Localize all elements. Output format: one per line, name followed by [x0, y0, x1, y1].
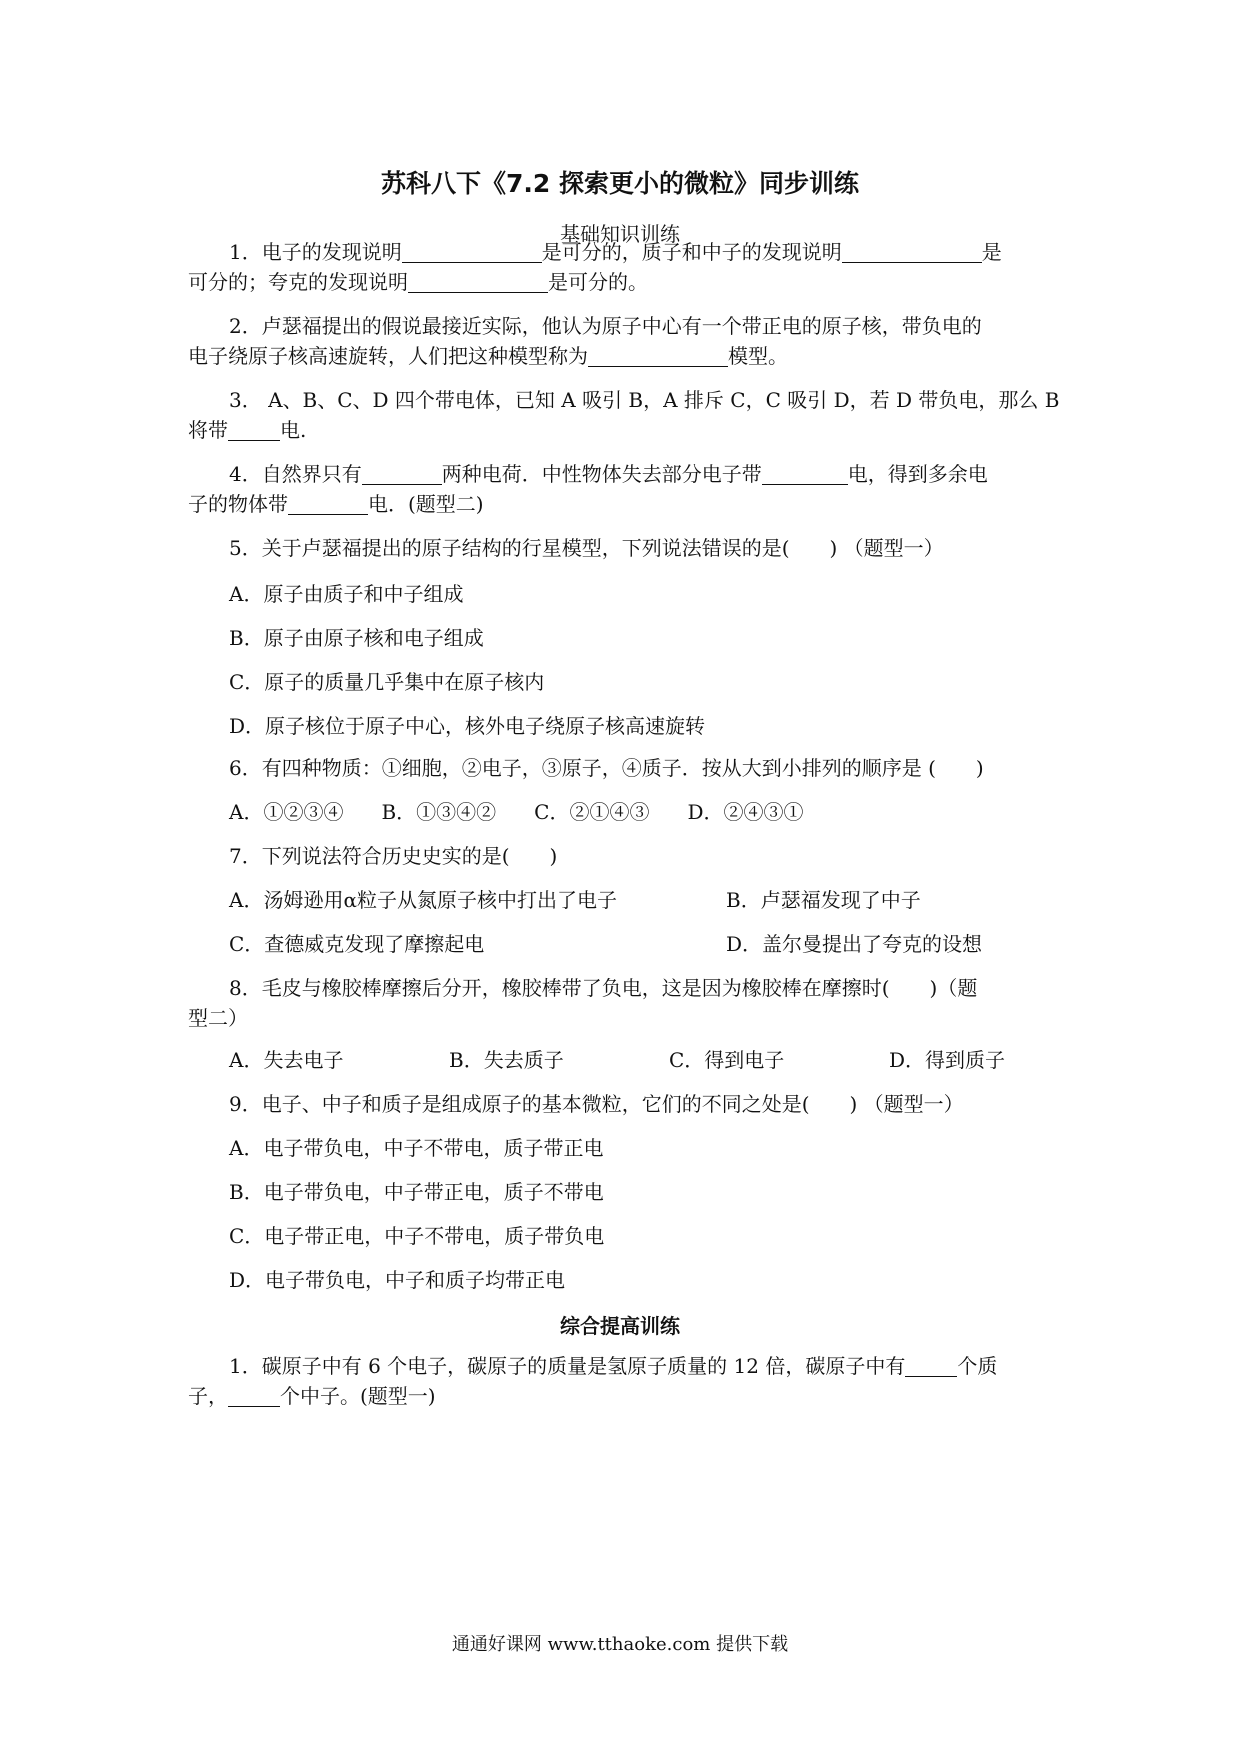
- section-heading-basic: 基础知识训练: [560, 222, 680, 246]
- question-7-option-d[interactable]: D．盖尔曼提出了夸克的设想: [726, 932, 983, 956]
- answer-blank[interactable]: [762, 464, 848, 485]
- question-9-option-d[interactable]: D．电子带负电，中子和质子均带正电: [229, 1268, 566, 1292]
- question-9-option-b[interactable]: B．电子带负电，中子带正电，质子不带电: [229, 1180, 604, 1204]
- question-5-option-a[interactable]: A．原子由质子和中子组成: [229, 582, 464, 606]
- question-1-text: 1．电子的发现说明: [229, 240, 402, 264]
- question-5-stem: 5．关于卢瑟福提出的原子结构的行星模型，下列说法错误的是( ) （题型一）: [229, 536, 944, 560]
- question-7-options-row-1: [229, 886, 1109, 914]
- page-title: 苏科八下《7.2 探索更小的微粒》同步训练: [381, 169, 859, 198]
- answer-blank[interactable]: [905, 1356, 957, 1377]
- question-9-option-a[interactable]: A．电子带负电，中子不带电，质子带正电: [229, 1136, 604, 1160]
- question-3-text: 电.: [280, 418, 307, 442]
- question-2-line-2: [188, 342, 1068, 370]
- answer-blank[interactable]: [588, 346, 728, 367]
- question-4-text: 两种电荷．中性物体失去部分电子带: [441, 462, 762, 486]
- page-footer: 通通好课网 www.tthaoke.com 提供下载: [451, 1634, 789, 1655]
- question-4-line-2: [188, 490, 1068, 518]
- question-2-text: 模型。: [728, 344, 788, 368]
- question-8-option-c[interactable]: C．得到电子: [669, 1048, 785, 1072]
- answer-blank[interactable]: [228, 420, 280, 441]
- question-6-option-d[interactable]: D．②④③①: [687, 800, 804, 824]
- question-7-options-row-2: [229, 930, 1109, 958]
- question-6-option-c[interactable]: C．②①④③: [534, 800, 650, 824]
- question-4-line-1: [229, 460, 1109, 488]
- advanced-question-1-text: 子，: [188, 1384, 228, 1408]
- question-9-option-c[interactable]: C．电子带正电，中子不带电，质子带负电: [229, 1224, 605, 1248]
- question-3-line-2: [188, 416, 1068, 444]
- question-8-stem-line-2: 型二）: [188, 1006, 248, 1030]
- question-7-option-a[interactable]: A．汤姆逊用α粒子从氮原子核中打出了电子: [229, 888, 617, 912]
- question-7-option-b[interactable]: B．卢瑟福发现了中子: [726, 888, 921, 912]
- question-8-stem-line-1: 8．毛皮与橡胶棒摩擦后分开，橡胶棒带了负电，这是因为橡胶棒在摩擦时( )（题: [229, 976, 978, 1000]
- advanced-question-1-text: 1．碳原子中有 6 个电子，碳原子的质量是氢原子质量的 12 倍，碳原子中有: [229, 1354, 906, 1378]
- question-4-text: 4．自然界只有: [229, 462, 362, 486]
- question-1-line-2: [188, 268, 1068, 296]
- advanced-question-1-line-1: [229, 1352, 1109, 1380]
- answer-blank[interactable]: [402, 242, 542, 263]
- question-7-option-c[interactable]: C．查德威克发现了摩擦起电: [229, 932, 485, 956]
- question-1-text: 是: [981, 240, 1002, 264]
- question-1-text: 可分的；夸克的发现说明: [188, 270, 408, 294]
- question-5-option-d[interactable]: D．原子核位于原子中心，核外电子绕原子核高速旋转: [229, 714, 706, 738]
- answer-blank[interactable]: [842, 242, 982, 263]
- advanced-question-1-line-2: [188, 1382, 1068, 1410]
- question-5-option-b[interactable]: B．原子由原子核和电子组成: [229, 626, 484, 650]
- question-1-text: 是可分的。: [548, 270, 648, 294]
- question-4-text: 电，得到多余电: [847, 462, 988, 486]
- question-1-line-1: [229, 238, 1109, 266]
- advanced-question-1-text: 个质: [957, 1354, 998, 1378]
- question-4-text: 子的物体带: [188, 492, 288, 516]
- question-1-text: 是可分的，质子和中子的发现说明: [541, 240, 842, 264]
- answer-blank[interactable]: [228, 1386, 280, 1407]
- question-2-text: 电子绕原子核高速旋转，人们把这种模型称为: [188, 344, 588, 368]
- question-6-stem: 6．有四种物质：①细胞，②电子，③原子，④质子．按从大到小排列的顺序是 ( ): [229, 756, 984, 780]
- answer-blank[interactable]: [408, 272, 548, 293]
- question-4-text: 电．(题型二): [368, 492, 484, 516]
- question-6-option-a[interactable]: A．①②③④: [229, 800, 344, 824]
- question-8-option-a[interactable]: A．失去电子: [229, 1048, 344, 1072]
- question-2-line-1: 2．卢瑟福提出的假说最接近实际，他认为原子中心有一个带正电的原子核，带负电的: [229, 314, 982, 338]
- answer-blank[interactable]: [288, 494, 368, 515]
- question-8-option-b[interactable]: B．失去质子: [449, 1048, 564, 1072]
- question-3-text: 将带: [188, 418, 228, 442]
- advanced-question-1-text: 个中子。(题型一): [280, 1384, 436, 1408]
- question-6-option-b[interactable]: B．①③④②: [381, 800, 497, 824]
- question-9-stem: 9．电子、中子和质子是组成原子的基本微粒，它们的不同之处是( ) （题型一）: [229, 1092, 964, 1116]
- question-3-line-1: 3． A、B、C、D 四个带电体，已知 A 吸引 B，A 排斥 C，C 吸引 D，若 D 带负电，那么 B: [229, 388, 1060, 412]
- section-heading-advanced: 综合提高训练: [560, 1314, 680, 1338]
- question-5-option-c[interactable]: C．原子的质量几乎集中在原子核内: [229, 670, 545, 694]
- question-6-options: [229, 798, 1109, 826]
- question-8-option-d[interactable]: D．得到质子: [889, 1048, 1006, 1072]
- question-7-stem: 7．下列说法符合历史史实的是( ): [229, 844, 558, 868]
- answer-blank[interactable]: [362, 464, 442, 485]
